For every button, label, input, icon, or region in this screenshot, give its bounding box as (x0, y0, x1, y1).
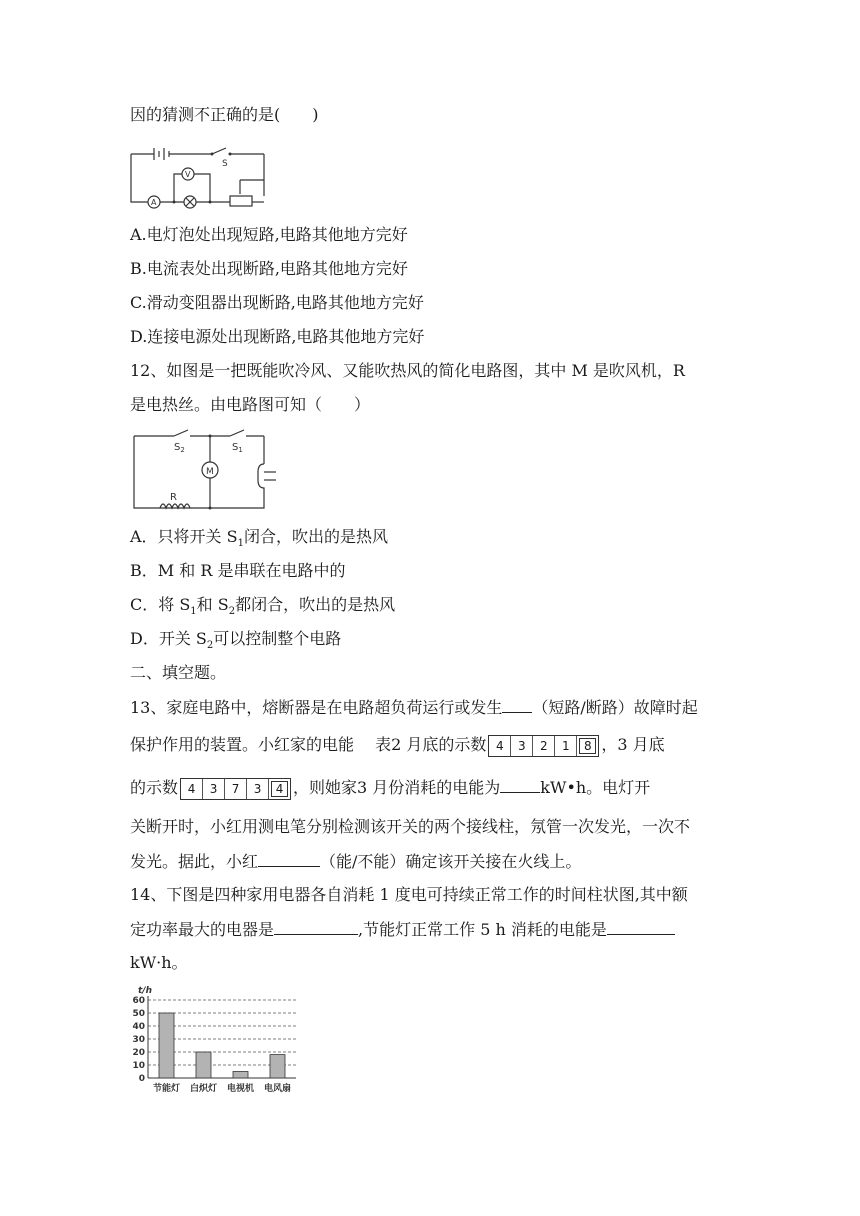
q11-option-a: A.电灯泡处出现短路,电路其他地方完好 (130, 225, 408, 244)
q11-option-b: B.电流表处出现断路,电路其他地方完好 (130, 259, 408, 278)
chart-bar (233, 1072, 248, 1079)
q11-stem: 因的猜测不正确的是( ) (130, 105, 319, 124)
section-title: 二、填空题。 (130, 663, 227, 682)
q14-line1: 14、下图是四种家用电器各自消耗 1 度电可持续正常工作的时间柱状图,其中额 (130, 885, 688, 904)
q14-line2: 定功率最大的电器是 ,节能灯正常工作 5 h 消耗的电能是 (130, 918, 675, 941)
q12-motor-label: M (206, 467, 214, 477)
q13-line4: 关断开时，小红用测电笔分别检测该开关的两个接线柱，氖管一次发光，一次不 (130, 817, 691, 836)
chart-y-tick-label: 0 (138, 1074, 145, 1084)
q12-option-c: C．将 $S_1$和 $S_2$都闭合，吹出的是热风 (130, 595, 396, 618)
q12-s1-label: S (232, 442, 239, 453)
q12-option-b: B．M 和 R 是串联在电路中的 (130, 561, 346, 580)
q13-line5: 发光。据此，小红 （能/不能）确定该开关接在火线上。 (130, 852, 582, 871)
q12-stem-line1: 12、如图是一把既能吹冷风、又能吹热风的简化电路图，其中 M 是吹风机，R (130, 361, 685, 380)
q12-s2-subscript: 2 (180, 446, 185, 454)
q14-blank-1[interactable] (274, 918, 358, 935)
chart-bar (159, 1013, 174, 1078)
q13-line1: 13、家庭电路中，熔断器是在电路超负荷运行或发生 （短路/断路）故障时起 (130, 698, 698, 717)
chart-y-tick-label: 50 (132, 1009, 145, 1019)
q12-s2-label: S (174, 442, 181, 453)
chart-y-tick-label: 30 (132, 1035, 145, 1045)
q12-circuit-diagram (130, 428, 290, 514)
chart-category-label: 电风扇 (263, 1084, 292, 1094)
q11-switch-label: S (222, 159, 228, 169)
svg-text:S2 (174, 442, 185, 454)
chart-category-label: 白炽灯 (189, 1084, 218, 1094)
meter-reading-mar: 4 3 7 3 4 (180, 778, 291, 800)
q12-option-a: A．只将开关 $S_1$闭合，吹出的是热风 (130, 527, 388, 550)
chart-y-tick-label: 20 (132, 1048, 145, 1058)
q13-blank-2[interactable] (500, 776, 540, 793)
q11-circuit-diagram (128, 138, 272, 210)
q13-line3: 的示数 4 3 7 3 4 ，则她家3 月份消耗的电能为 kW•h。电灯开 (130, 776, 650, 800)
chart-ylabel: t/h (138, 986, 152, 996)
q11-voltmeter-label: V (185, 170, 191, 179)
appliance-time-bar-chart (126, 982, 302, 1096)
chart-y-tick-label: 60 (132, 996, 145, 1006)
chart-bar (196, 1052, 211, 1078)
chart-y-tick-label: 10 (132, 1061, 145, 1071)
q14-blank-2[interactable] (607, 918, 675, 935)
q11-option-d: D.连接电源处出现断路,电路其他地方完好 (130, 327, 425, 346)
q11-option-c: C.滑动变阻器出现断路,电路其他地方完好 (130, 293, 424, 312)
q13-blank-3[interactable] (258, 850, 320, 867)
chart-y-tick-label: 40 (132, 1022, 145, 1032)
q12-stem-line2: 是电热丝。由电路图可知（ ） (130, 395, 371, 414)
chart-category-label: 节能灯 (152, 1084, 181, 1094)
q13-blank-1[interactable] (502, 696, 532, 713)
q12-resistor-label: R (170, 492, 177, 503)
q12-s1-subscript: 1 (238, 446, 243, 454)
q13-line2: 保护作用的装置。小红家的电能 表2 月底的示数 4 3 2 1 8 ，3 月底 (130, 734, 665, 757)
q11-ammeter-label: A (151, 198, 157, 207)
svg-text:S1 (232, 442, 243, 454)
meter-reading-feb: 4 3 2 1 8 (488, 735, 599, 757)
chart-category-label: 电视机 (226, 1084, 255, 1094)
q14-line3: kW·h。 (130, 953, 188, 972)
q12-option-d: D．开关 $S_2$可以控制整个电路 (130, 629, 342, 652)
chart-bar (270, 1055, 285, 1078)
